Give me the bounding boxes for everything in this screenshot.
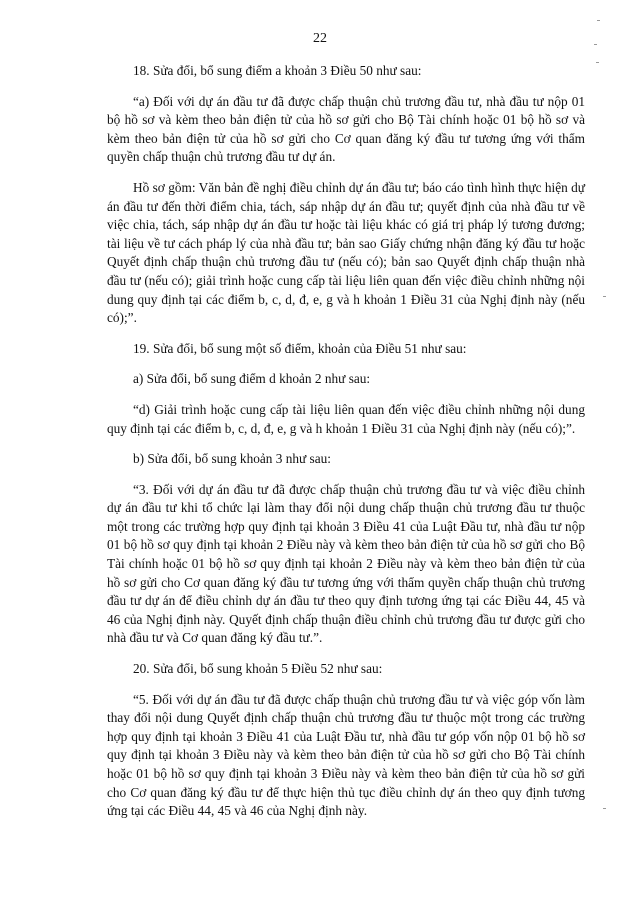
scan-speck [594,44,597,45]
paragraph-amendment-a: “a) Đối với dự án đầu tư đã được chấp thuận chủ trương đầu tư, nhà đầu tư nộp 01 bộ hồ sơ và kèm theo bản điện tử của hồ sơ gửi cho Bộ Tài chính hoặc 01 bộ hồ sơ và kèm theo bản điện tử của hồ sơ gửi cho Cơ quan đăng ký đầu tư tương ứng với thẩm quyền chấp thuận chủ trương đầu tư dự án. [107,93,585,165]
paragraph-amendment-3: “3. Đối với dự án đầu tư đã được chấp thuận chủ trương đầu tư và việc điều chỉnh dự án đầu tư khi tổ chức lại làm thay đổi nội dung chấp thuận chủ trương đầu tư thuộc một trong các trường hợp quy định tại khoản 3 Điều 41 của Luật Đầu tư, nhà đầu tư nộp 01 bộ hồ sơ quy định tại khoản 2 Điều này và kèm theo bản điện tử của hồ sơ gửi cho Bộ Tài chính hoặc 01 bộ hồ sơ quy định tại khoản 2 Điều này và kèm theo bản điện tử của hồ sơ gửi cho Cơ quan đăng ký đầu tư tương ứng với thẩm quyền chấp thuận chủ trương đầu tư dự án để điều chỉnh dự án đầu tư theo quy định tương ứng tại các Điều 44, 45 và 46 của Nghị định này. Quyết định chấp thuận điều chỉnh chủ trương đầu tư được gửi cho nhà đầu tư và Cơ quan đăng ký đầu tư.”. [107,481,585,646]
paragraph-item-20-heading: 20. Sửa đổi, bổ sung khoản 5 Điều 52 như sau: [133,661,383,677]
scan-speck [603,296,606,297]
paragraph-sub-b-heading: b) Sửa đổi, bổ sung khoản 3 như sau: [133,451,331,467]
page-number: 22 [313,31,327,46]
paragraph-dossier: Hồ sơ gồm: Văn bản đề nghị điều chỉnh dự án đầu tư; báo cáo tình hình thực hiện dự án đầu tư đến thời điểm chia, tách, sáp nhập dự án đầu tư; quyết định của nhà đầu tư về việc chia, tách, sáp nhập dự án đầu tư hoặc tài liệu khác có giá trị pháp lý tương đương; tài liệu về tư cách pháp lý của nhà đầu tư; bản sao Giấy chứng nhận đăng ký đầu tư hoặc Quyết định chấp thuận chủ trương đầu tư (nếu có); bản sao Quyết định chấp thuận nhà đầu tư (nếu có); giải trình hoặc cung cấp tài liệu liên quan đến việc điều chỉnh những nội dung quy định tại các điểm b, c, d, đ, e, g và h khoản 1 Điều 31 của Nghị định này (nếu có);”. [107,179,585,326]
scan-speck [596,62,599,63]
scan-speck [597,20,600,21]
paragraph-amendment-d: “d) Giải trình hoặc cung cấp tài liệu liên quan đến việc điều chỉnh những nội dung quy định tại các điểm b, c, d, đ, e, g và h khoản 1 Điều 31 của Nghị định này (nếu có);”. [107,401,585,436]
paragraph-amendment-5: “5. Đối với dự án đầu tư đã được chấp thuận chủ trương đầu tư và việc góp vốn làm thay đổi nội dung Quyết định chấp thuận chủ trương đầu tư thuộc một trong các trường hợp quy định tại khoản 3 Điều 41 của Luật Đầu tư, nhà đầu tư góp vốn nộp 01 bộ hồ sơ quy định tại khoản 3 Điều này và kèm theo bản điện tử của hồ sơ gửi cho Bộ Tài chính hoặc 01 bộ hồ sơ quy định tại khoản 3 Điều này và kèm theo bản điện tử của hồ sơ gửi cho Cơ quan đăng ký đầu tư để thực hiện thủ tục điều chỉnh dự án theo quy định tương ứng tại các Điều 44, 45 và 46 của Nghị định này. [107,691,585,819]
paragraph-item-18-heading: 18. Sửa đổi, bổ sung điểm a khoản 3 Điều 50 như sau: [133,63,422,78]
scan-speck [603,808,606,809]
document-body [107,62,585,833]
paragraph-sub-a-heading: a) Sửa đổi, bổ sung điểm d khoản 2 như sau: [133,371,371,387]
paragraph-item-19-heading: 19. Sửa đổi, bổ sung một số điểm, khoản của Điều 51 như sau: [133,340,467,356]
